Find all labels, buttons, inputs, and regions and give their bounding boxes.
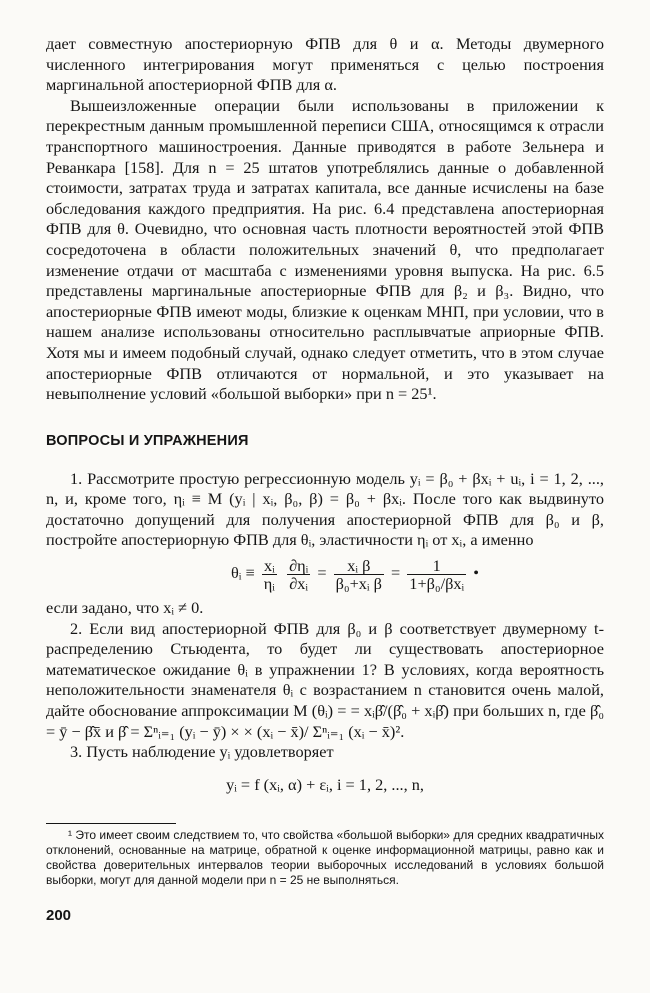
- eq1-fraction-4: [407, 557, 466, 592]
- eq1-f3-num: xᵢ β: [334, 557, 384, 575]
- elasticity-equation: [106, 557, 604, 592]
- eq1-f3-den: β₀+xᵢ β: [335, 574, 382, 594]
- eq1-equals-1: =: [317, 563, 327, 583]
- exercise-3: 3. Пусть наблюдение yᵢ удовлетворяет: [70, 742, 334, 762]
- paragraph-continued: дает совместную апостериорную ФПВ для θ и α. Методы двумерного численного интегрирования могут применяться с целью построения маргинальной апостериорной ФПВ для α.: [46, 34, 604, 95]
- paragraph-application: Вышеизложенные операции были использованы в приложении к перекрестным данным промышленной переписи США, относящимся к отрасли транспортного машиностроения. Данные приводятся в работе Зельнера и Реванкара [158]. Для n = 25 штатов употреблялись данные о добавленной стоимости, затратах труда и затратах капитала, все данные исчислены на базе обследования каждого предприятия. На рис. 6.4 представлена апостериорная ФПВ для θ. Очевидно, что основная часть плотности вероятностей этой ФПВ сосредоточена в области положительных значений θ, что предполагает изменение отдачи от масштаба с изменениями уровня выпуска. На рис. 6.5 представлены маргинальные апостериорные ФПВ для β₂ и β₃. Видно, что апостериорные ФПВ имеют моды, близкие к оценкам МНП, при условии, что в нашем анализе использованы относительно расплывчатые априорные ФПВ. Хотя мы и имеем подобный случай, однако следует отметить, что в этом случае апостериорные ФПВ отличаются от нормальной, и это указывает на невыполнение условий «большой выборки» при n = 25¹.: [46, 95, 604, 404]
- eq1-f1-den: ηᵢ: [263, 574, 275, 594]
- eq1-equals-2: =: [391, 563, 401, 583]
- eq1-f4-num: 1: [407, 557, 466, 575]
- eq1-f2-num: ∂ηᵢ: [289, 556, 309, 576]
- eq1-fraction-2: [287, 557, 310, 592]
- exercise-2: 2. Если вид апостериорной ФПВ для β₀ и β соответствует двумерному t-распределению Стьюдента, то будет ли существовать апостериорное математическое ожидание θᵢ в упражнении 1? В условиях, когда вероятность неположительности знаменателя θᵢ с возрастанием n становится очень малой, дайте обоснование аппроксимации M (θᵢ) = = xᵢβ̂/(β̂₀ + xᵢβ̂) при больших n, где β̂₀ = ȳ − β̂x̄ и β̂ = Σⁿᵢ₌₁ (yᵢ − ȳ) × × (xᵢ − x̄)/ Σⁿᵢ₌₁ (xᵢ − x̄)².: [46, 618, 604, 741]
- section-title: ВОПРОСЫ И УПРАЖНЕНИЯ: [46, 432, 249, 449]
- eq1-fraction-3: [334, 557, 384, 592]
- eq1-f1-num: xᵢ: [262, 557, 277, 575]
- eq1-fraction-1: [262, 557, 277, 592]
- page-number: 200: [46, 906, 72, 924]
- eq1-end-mark: •: [473, 563, 479, 583]
- footnote-rule: [46, 823, 176, 824]
- exercise-1-condition: если задано, что xᵢ ≠ 0.: [46, 598, 204, 618]
- exercise-1: 1. Рассмотрите простую регрессионную модель yᵢ = β₀ + βxᵢ + uᵢ, i = 1, 2, ..., n, и, кроме того, ηᵢ ≡ M (yᵢ | xᵢ, β₀, β) = β₀ + βxᵢ. После того как выдвинуто достаточно допущений для получения апостериорной ФПВ для β₀ и β, постройте апостериорную ФПВ для θᵢ, эластичности ηᵢ от xᵢ, а именно: [46, 468, 604, 550]
- eq1-f2-den: ∂xᵢ: [289, 574, 309, 594]
- eq1-f4-den: 1+β₀/βxᵢ: [409, 574, 465, 594]
- observation-equation: yᵢ = f (xᵢ, α) + εᵢ, i = 1, 2, ..., n,: [226, 774, 424, 794]
- eq1-lhs: θᵢ ≡: [231, 563, 255, 583]
- footnote: ¹ Это имеет своим следствием то, что свойства «большой выборки» для средних квадратичных отклонений, основанные на матрице, обратной к оценке информационной матрицы, равно как и свойства доверительных интервалов теории выборочных исследований в условиях большой выборки, могут для данной модели при n = 25 не выполняться.: [46, 827, 604, 888]
- text-column: [46, 34, 604, 924]
